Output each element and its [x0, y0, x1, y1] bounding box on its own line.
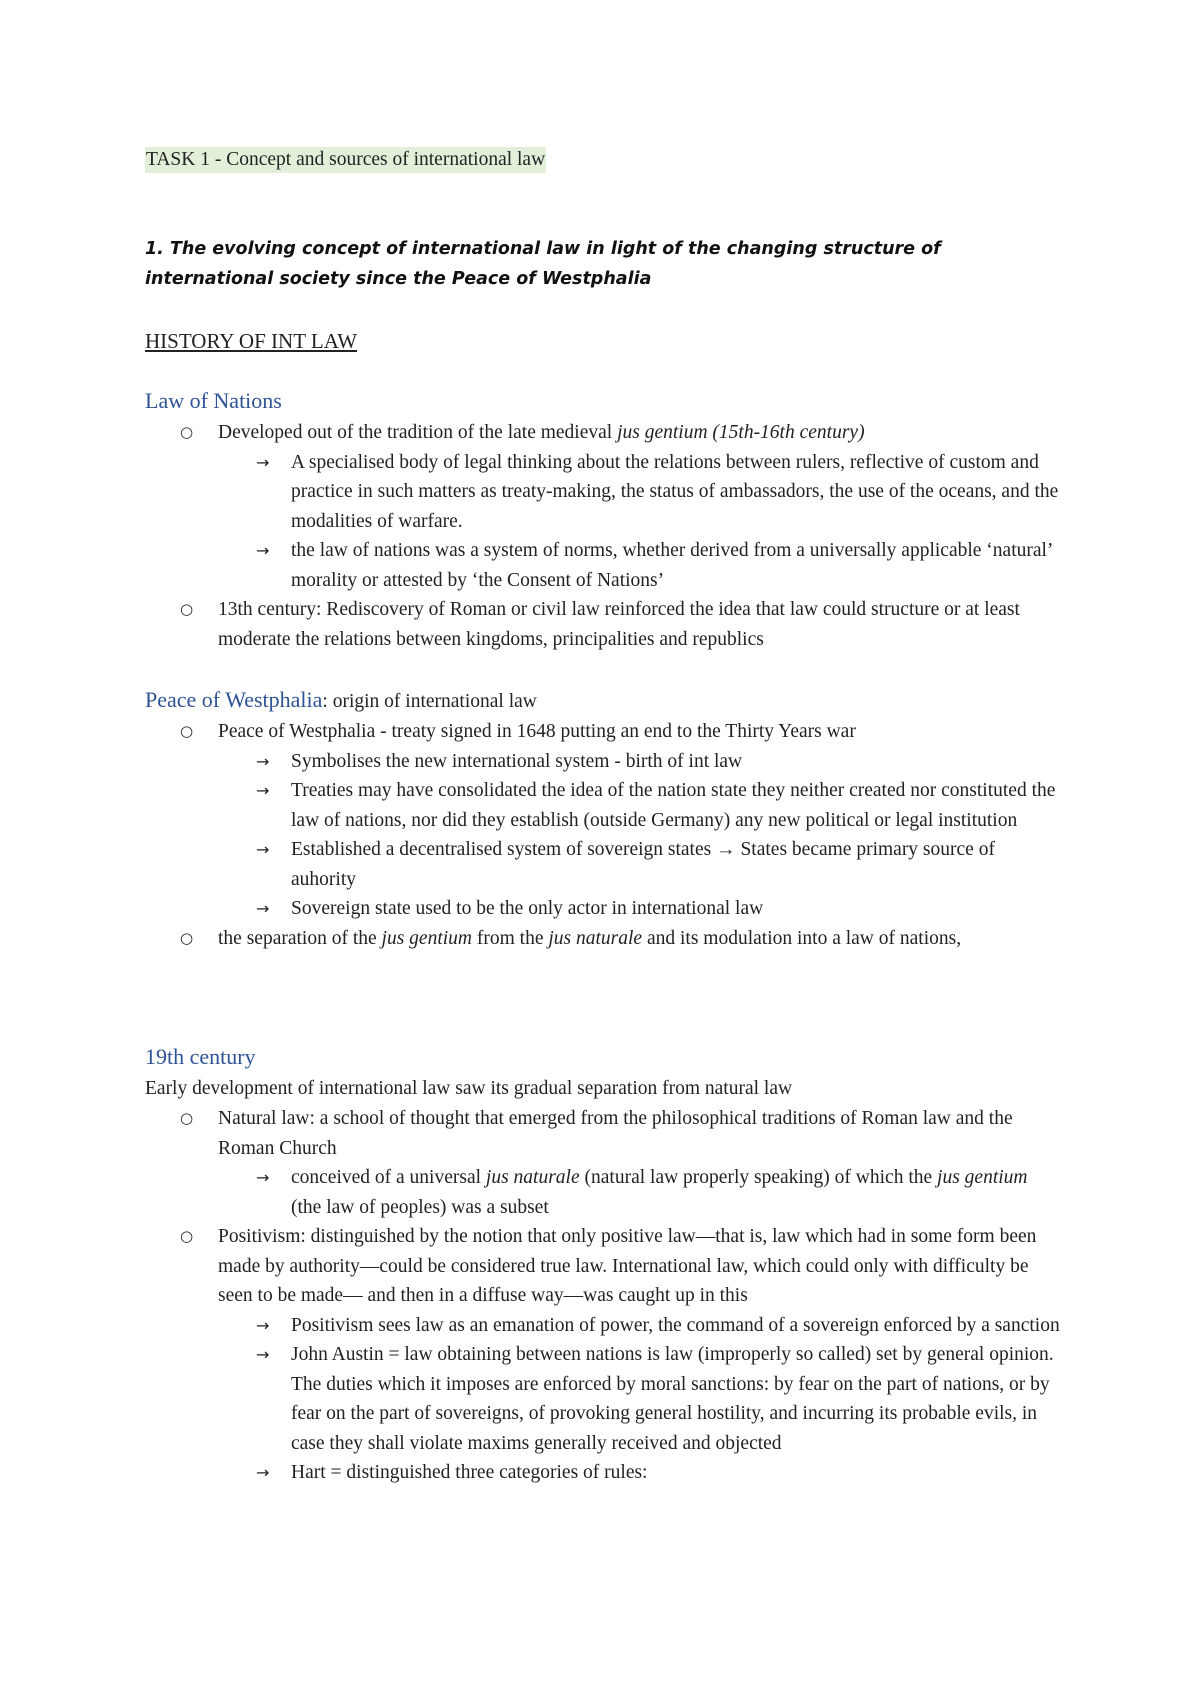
circle-bullet-icon: ○: [180, 722, 194, 740]
question-heading: 1. The evolving concept of international law in light of the changing structure of international society since the Peace of Westphalia: [145, 239, 941, 289]
circle-bullet-icon: ○: [180, 1109, 194, 1127]
arrow-right-icon: →: [256, 1315, 270, 1335]
list-item: → Treaties may have consolidated the idea of the nation state they neither created nor constituted the law of nations, nor did they establish (outside Germany) any new political or legal institution: [0, 776, 1200, 835]
nineteenth-century-intro: Early development of international law saw its gradual separation from natural law: [145, 1078, 793, 1099]
list-item: → Symbolises the new international system - birth of int law: [0, 747, 1200, 777]
list-item: ○ Peace of Westphalia - treaty signed in 1648 putting an end to the Thirty Years war: [0, 717, 1200, 747]
list-item: → conceived of a universal jus naturale (natural law properly speaking) of which the jus gentium (the law of peoples) was a subset: [0, 1163, 1200, 1222]
arrow-right-icon: →: [256, 781, 270, 800]
list-item: ○ Developed out of the tradition of the late medieval jus gentium (15th-16th century): [0, 418, 1200, 448]
circle-bullet-icon: ○: [180, 928, 194, 947]
arrow-right-icon: →: [256, 840, 270, 859]
law-of-nations-heading: Law of Nations: [145, 388, 282, 413]
arrow-right-icon: →: [256, 1168, 270, 1187]
list-item: → John Austin = law obtaining between nations is law (improperly so called) set by general opinion. The duties which it imposes are enforced by moral sanctions: by fear on the part of nations, or by fear on the part of sovereigns, of provoking general hostility, and incurring its probable evils, in case they shall violate maxims generally received and objected: [0, 1340, 1200, 1458]
list-item: ○ 13th century: Rediscovery of Roman or civil law reinforced the idea that law could structure or at least moderate the relations between kingdoms, principalities and republics: [0, 595, 1200, 654]
history-heading: HISTORY OF INT LAW: [145, 329, 358, 353]
arrow-right-icon: →: [256, 1463, 270, 1482]
arrow-right-icon: →: [256, 541, 270, 560]
nineteenth-century-heading: 19th century: [145, 1044, 256, 1069]
circle-bullet-icon: ○: [180, 1227, 194, 1245]
list-item: ○ Natural law: a school of thought that emerged from the philosophical traditions of Roman law and the Roman Church: [0, 1104, 1200, 1163]
list-item: → the law of nations was a system of norms, whether derived from a universally applicable ‘natural’ morality or attested by ‘the Consent of Nations’: [0, 536, 1200, 595]
list-item: → Hart = distinguished three categories of rules:: [0, 1458, 1200, 1488]
law-of-nations-list: [0, 418, 1200, 654]
circle-bullet-icon: ○: [180, 600, 194, 618]
task-title: TASK 1 - Concept and sources of international law: [145, 147, 546, 173]
circle-bullet-icon: ○: [180, 423, 194, 441]
arrow-right-icon: →: [256, 452, 270, 472]
list-item: → A specialised body of legal thinking about the relations between rulers, reflective of custom and practice in such matters as treaty-making, the status of ambassadors, the use of the oceans, and the modalities of warfare.: [0, 448, 1200, 537]
list-item: ○ Positivism: distinguished by the notion that only positive law—that is, law which had in some form been made by authority—could be considered true law. International law, which could only with difficulty be seen to be made— and then in a diffuse way—was caught up in this: [0, 1222, 1200, 1311]
arrow-right-icon: →: [256, 1345, 270, 1364]
arrow-right-icon: →: [256, 751, 270, 771]
list-item: → Positivism sees law as an emanation of power, the command of a sovereign enforced by a sanction: [0, 1311, 1200, 1341]
nineteenth-century-list: [0, 1104, 1200, 1488]
list-item: ○ the separation of the jus gentium from the jus naturale and its modulation into a law of nations,: [0, 924, 1200, 954]
list-item: → Sovereign state used to be the only actor in international law: [0, 894, 1200, 924]
list-item: → Established a decentralised system of sovereign states → States became primary source of auhority: [0, 835, 1200, 894]
westphalia-heading: Peace of Westphalia: origin of international law: [145, 687, 537, 712]
arrow-right-icon: →: [256, 899, 270, 918]
westphalia-list: [0, 717, 1200, 953]
